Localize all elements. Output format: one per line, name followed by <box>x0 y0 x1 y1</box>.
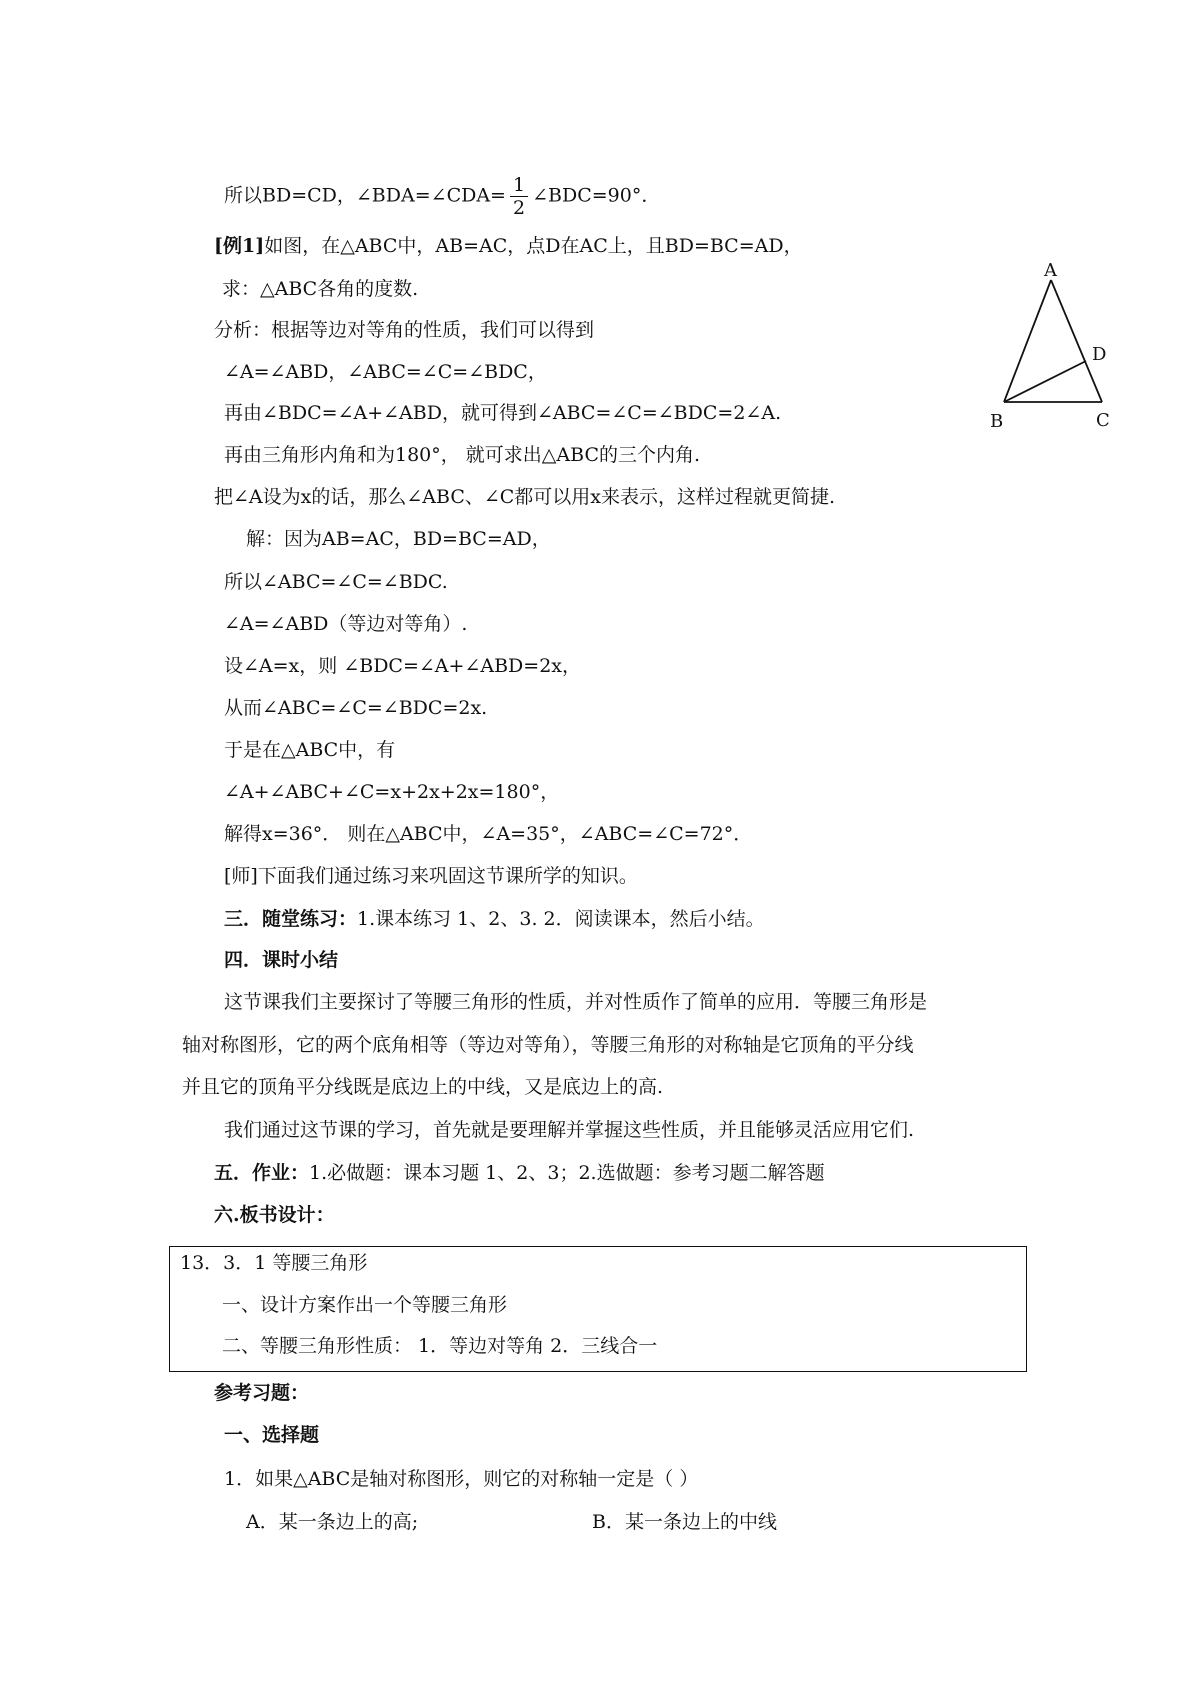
summary-line-3: 并且它的顶角平分线既是底边上的中线，又是底边上的高. <box>182 1076 664 1098</box>
vertex-label-a: A <box>1044 260 1057 281</box>
reference-heading: 参考习题： <box>214 1382 310 1404</box>
solution-line-8: 解得x=36°． 则在△ABC中，∠A=35°，∠ABC=∠C=72°． <box>224 823 753 845</box>
choice-section-heading: 一、选择题 <box>224 1424 320 1446</box>
analysis-line-2: ∠A=∠ABD，∠ABC=∠C=∠BDC， <box>224 361 547 383</box>
solution-line-3: ∠A=∠ABD（等边对等角）. <box>224 613 468 635</box>
section-5 <box>214 1161 825 1185</box>
solution-line-2: 所以∠ABC=∠C=∠BDC. <box>224 571 448 593</box>
summary-line-4: 我们通过这节课的学习，首先就是要理解并掌握这些性质，并且能够灵活应用它们. <box>224 1119 915 1141</box>
vertex-label-b: B <box>990 411 1004 430</box>
analysis-line-4: 再由三角形内角和为180°， 就可求出△ABC的三个内角. <box>224 444 701 466</box>
section-6-heading: 六.板书设计： <box>214 1204 335 1226</box>
summary-line-1: 这节课我们主要探讨了等腰三角形的性质，并对性质作了简单的应用．等腰三角形是 <box>224 991 928 1013</box>
solution-line-4: 设∠A=x，则 ∠BDC=∠A+∠ABD=2x， <box>224 655 582 677</box>
solution-line-7: ∠A+∠ABC+∠C=x+2x+2x=180°， <box>224 781 560 803</box>
example-text: 如图，在△ABC中，AB=AC，点D在AC上，且BD=BC=AD， <box>264 235 803 257</box>
fraction-denominator: 2 <box>512 197 526 219</box>
board-line-2: 一、设计方案作出一个等腰三角形 <box>222 1294 508 1316</box>
section-3 <box>224 907 765 931</box>
example-heading <box>214 234 803 258</box>
question-1: 1．如果△ABC是轴对称图形，则它的对称轴一定是（ ） <box>224 1468 699 1490</box>
solution-line-6: 于是在△ABC中，有 <box>224 739 396 761</box>
section-3-label: 三．随堂练习： <box>224 908 358 930</box>
fraction-one-half <box>510 174 528 219</box>
summary-line-2: 轴对称图形，它的两个底角相等（等边对等角），等腰三角形的对称轴是它顶角的平分线 <box>182 1034 914 1056</box>
example-label: [例1] <box>214 235 265 257</box>
analysis-line-5: 把∠A设为x的话，那么∠ABC、∠C都可以用x来表示，这样过程就更简捷. <box>214 486 836 508</box>
blackboard-design-box <box>169 1246 1027 1372</box>
analysis-line-3: 再由∠BDC=∠A+∠ABD，就可得到∠ABC=∠C=∠BDC=2∠A. <box>224 402 782 424</box>
segment-bd <box>1004 361 1086 402</box>
solution-line-1: 解：因为AB=AC，BD=BC=AD， <box>246 528 551 550</box>
triangle-figure <box>980 260 1110 430</box>
solution-line-5: 从而∠ABC=∠C=∠BDC=2x. <box>224 697 488 719</box>
board-line-3: 二、等腰三角形性质： 1．等边对等角 2．三线合一 <box>222 1335 658 1357</box>
example-question: 求：△ABC各角的度数. <box>222 278 419 300</box>
fraction-numerator: 1 <box>510 174 528 197</box>
board-line-1: 13．3．1 等腰三角形 <box>180 1252 368 1274</box>
line-bd-cd-post: ∠BDC=90°． <box>532 184 661 207</box>
section-3-text: 1.课本练习 1、2、3. 2．阅读课本，然后小结。 <box>357 908 765 930</box>
option-b: B．某一条边上的中线 <box>592 1511 777 1533</box>
analysis-line-1: 分析：根据等边对等角的性质，我们可以得到 <box>214 319 595 341</box>
line-bd-cd-pre: 所以BD=CD，∠BDA=∠CDA= <box>224 184 506 207</box>
section-5-label: 五．作业： <box>214 1162 310 1184</box>
vertex-label-c: C <box>1096 410 1110 430</box>
option-a: A．某一条边上的高; <box>246 1511 419 1533</box>
section-5-text: 1.必做题：课本习题 1、2、3；2.选做题：参考习题二解答题 <box>309 1162 825 1184</box>
teacher-line: [师]下面我们通过练习来巩固这节课所学的知识。 <box>224 865 638 887</box>
side-ab <box>1004 280 1051 402</box>
side-ac <box>1051 280 1102 402</box>
line-bd-cd <box>224 174 660 219</box>
vertex-label-d: D <box>1092 344 1107 365</box>
section-4-heading: 四．课时小结 <box>224 949 339 971</box>
